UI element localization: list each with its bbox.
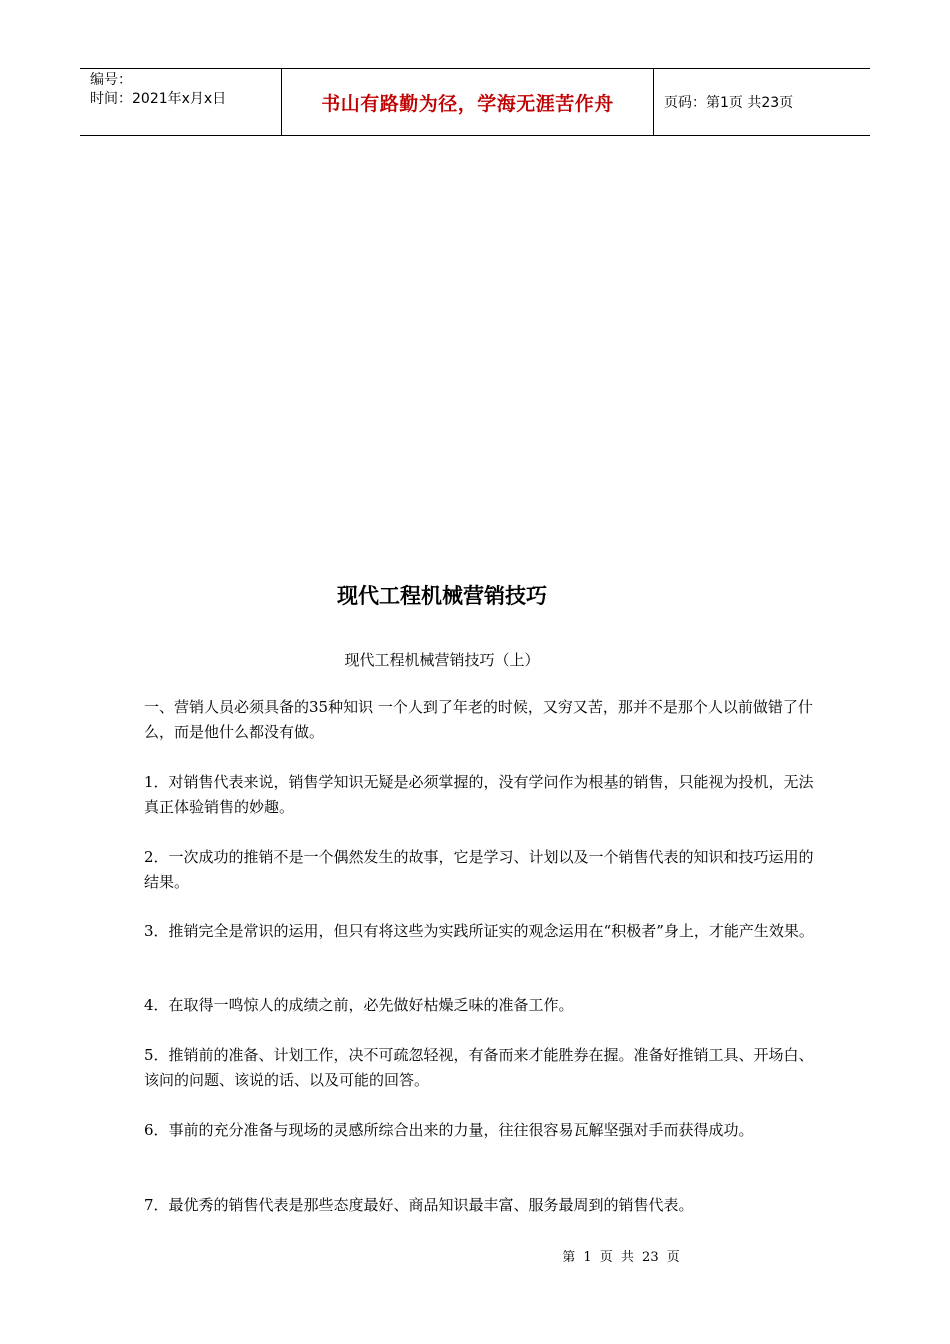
header-motto-cell	[281, 69, 654, 135]
paragraph-5: 5．推销前的准备、计划工作，决不可疏忽轻视，有备而来才能胜券在握。准备好推销工具、开场白、该问的问题、该说的话、以及可能的回答。	[144, 1046, 814, 1089]
paragraph-3: 3．推销完全是常识的运用，但只有将这些为实践所证实的观念运用在“积极者”身上，才能产生效果。	[144, 922, 814, 940]
paragraph-1: 1．对销售代表来说，销售学知识无疑是必须掌握的，没有学问作为根基的销售，只能视为投机，无法真正体验销售的妙趣。	[144, 773, 814, 816]
time-label: 时间：2021年x月x日	[90, 91, 227, 107]
paragraph-7: 7．最优秀的销售代表是那些态度最好、商品知识最丰富、服务最周到的销售代表。	[144, 1196, 694, 1214]
paragraph-6: 6．事前的充分准备与现场的灵感所综合出来的力量，往往很容易瓦解坚强对手而获得成功。	[144, 1121, 754, 1139]
header-meta-cell	[80, 69, 281, 135]
paragraph-2: 2．一次成功的推销不是一个偶然发生的故事，它是学习、计划以及一个销售代表的知识和技巧运用的结果。	[144, 848, 814, 891]
motto-text: 书山有路勤为径，学海无涯苦作舟	[321, 92, 614, 115]
page-info: 页码：第1页 共23页	[664, 95, 794, 111]
header-table	[80, 68, 870, 136]
header-page-cell	[654, 69, 870, 135]
number-label: 编号：	[90, 72, 132, 88]
page-footer: 第 1 页 共 23 页	[562, 1250, 680, 1265]
document-title: 现代工程机械营销技巧	[337, 584, 547, 608]
paragraph-4: 4．在取得一鸣惊人的成绩之前，必先做好枯燥乏味的准备工作。	[144, 996, 574, 1014]
document-subtitle: 现代工程机械营销技巧（上）	[344, 651, 540, 669]
paragraph-intro: 一、营销人员必须具备的35种知识 一个人到了年老的时候，又穷又苦，那并不是那个人以前做错了什么，而是他什么都没有做。	[144, 698, 813, 741]
